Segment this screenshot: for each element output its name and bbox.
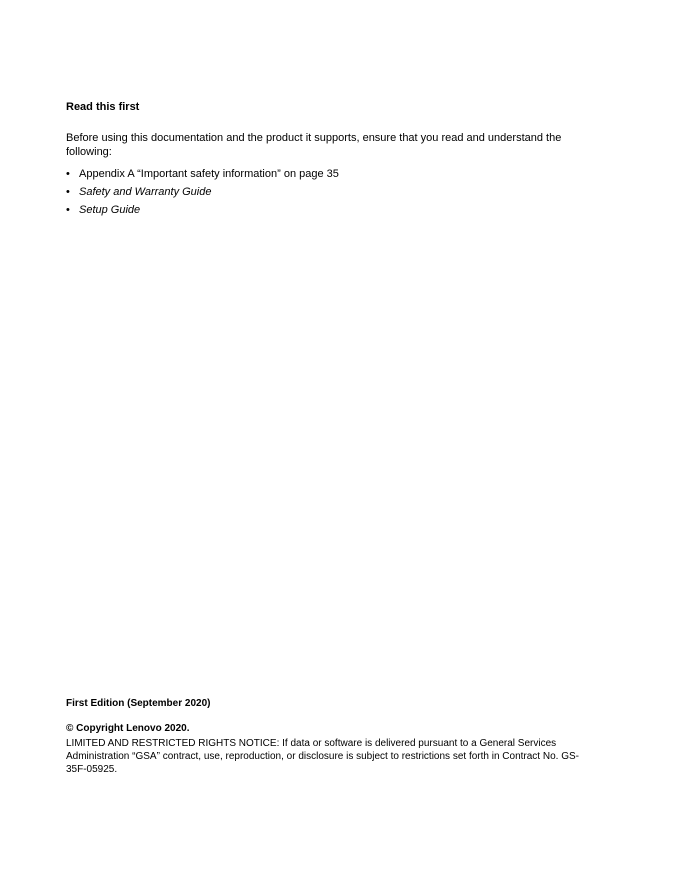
section-heading: Read this first xyxy=(66,101,140,113)
list-item-text: Appendix A “Important safety information” on page 35 xyxy=(79,168,339,180)
edition-line: First Edition (September 2020) xyxy=(66,698,211,709)
bullet-icon: • xyxy=(66,204,70,216)
legal-section xyxy=(66,697,591,776)
intro-paragraph: Before using this documentation and the product it supports, ensure that you read and understand the following: xyxy=(66,132,562,158)
list-item-text: Setup Guide xyxy=(79,204,141,216)
rights-notice: LIMITED AND RESTRICTED RIGHTS NOTICE: If data or software is delivered pursuant to a General Services Administration “GSA” contract, use, reproduction, or disclosure is subject to restrictions set forth in Contract No. GS-35F-05925. xyxy=(66,738,579,775)
list-item-setup-guide xyxy=(66,203,586,217)
list-item-safety-guide xyxy=(66,185,586,199)
list-item-text: Safety and Warranty Guide xyxy=(79,186,212,198)
document-list xyxy=(66,167,586,217)
bullet-icon: • xyxy=(66,186,70,198)
bullet-icon: • xyxy=(66,168,70,180)
copyright-line: © Copyright Lenovo 2020. xyxy=(66,723,190,734)
list-item-appendix xyxy=(66,167,586,181)
read-first-section xyxy=(66,100,586,221)
